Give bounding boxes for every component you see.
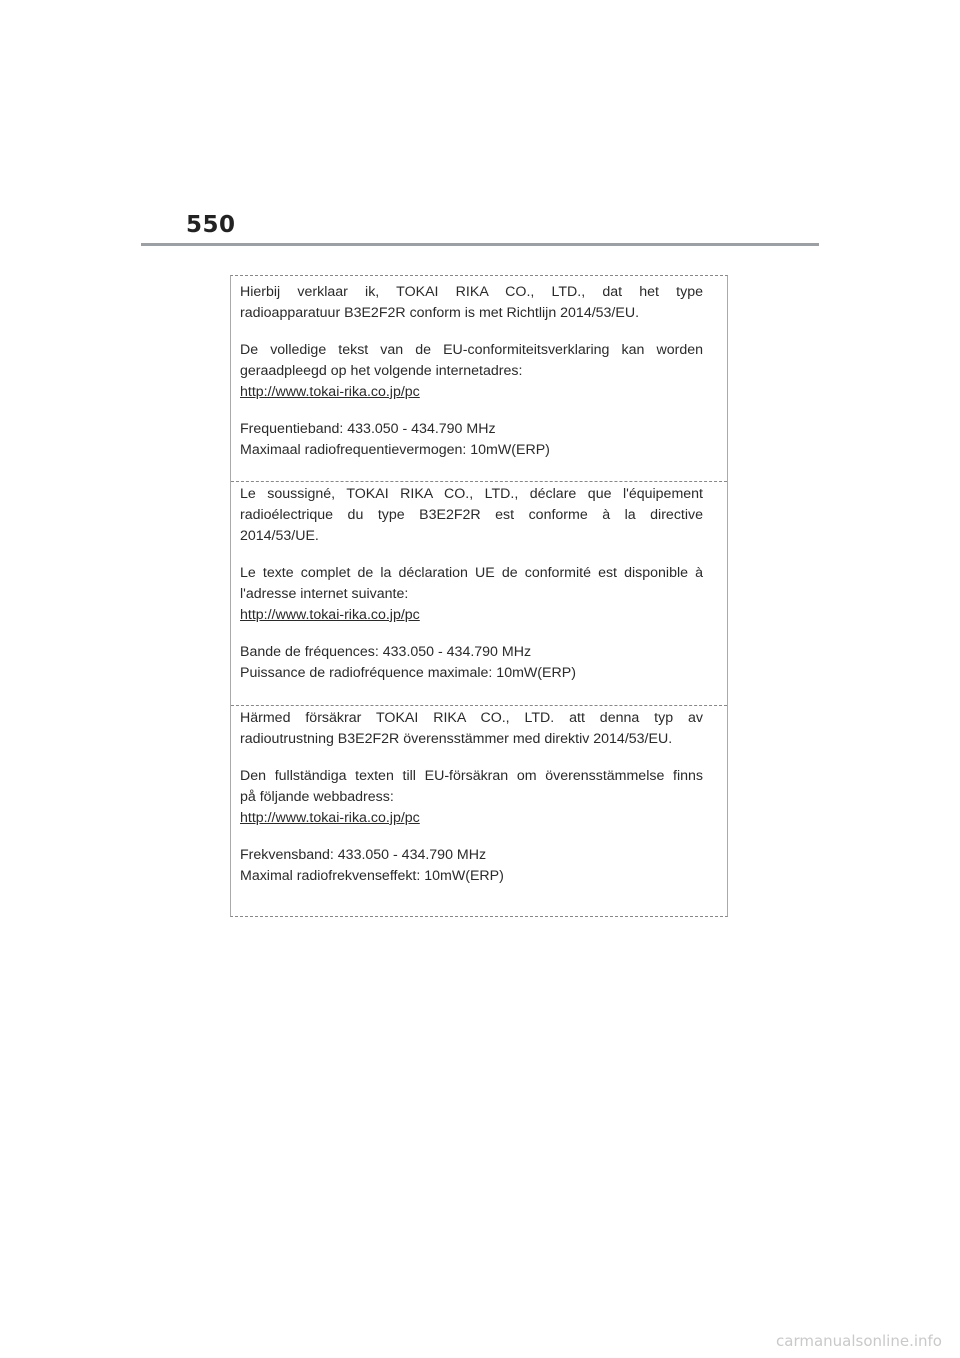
declaration-french [240, 484, 703, 684]
frequency-band: Bande de fréquences: 433.050 - 434.790 MHz [240, 644, 532, 660]
fulltext-line-1: Le texte complet de la déclaration UE de conformité est disponible à [240, 565, 703, 581]
statement-line-1: Härmed försäkrar TOKAI RIKA CO., LTD. att denna typ av [240, 710, 703, 726]
declaration-box [230, 275, 728, 917]
statement-line-1: Le soussigné, TOKAI RIKA CO., LTD., déclare que l'équipement [240, 486, 703, 502]
url-link[interactable]: http://www.tokai-rika.co.jp/pc [240, 810, 420, 826]
max-power: Puissance de radiofréquence maximale: 10mW(ERP) [240, 665, 576, 681]
statement-line-3: 2014/53/UE. [240, 528, 319, 544]
statement-line-2: radioutrustning B3E2F2R överensstämmer med direktiv 2014/53/EU. [240, 731, 673, 747]
declaration-swedish [240, 708, 703, 887]
fulltext-line-2: på följande webbadress: [240, 789, 394, 805]
url-link[interactable]: http://www.tokai-rika.co.jp/pc [240, 607, 420, 623]
frequency-band: Frequentieband: 433.050 - 434.790 MHz [240, 421, 496, 437]
max-power: Maximal radiofrekvenseffekt: 10mW(ERP) [240, 868, 504, 884]
url-link[interactable]: http://www.tokai-rika.co.jp/pc [240, 384, 420, 400]
header-divider [141, 243, 819, 246]
fulltext-line-1: De volledige tekst van de EU-conformiteitsverklaring kan worden [240, 342, 703, 358]
section-divider [231, 481, 727, 482]
statement-line-2: radioélectrique du type B3E2F2R est conforme à la directive [240, 507, 703, 523]
page-number: 550 [186, 212, 236, 238]
statement-line-2: radioapparatuur B3E2F2R conform is met Richtlijn 2014/53/EU. [240, 305, 640, 321]
frequency-band: Frekvensband: 433.050 - 434.790 MHz [240, 847, 487, 863]
site-watermark: carmanualsonline.info [776, 1332, 942, 1350]
fulltext-line-2: geraadpleegd op het volgende internetadres: [240, 363, 523, 379]
fulltext-line-2: l'adresse internet suivante: [240, 586, 409, 602]
section-divider [231, 705, 727, 706]
max-power: Maximaal radiofrequentievermogen: 10mW(ERP) [240, 442, 550, 458]
statement-line-1: Hierbij verklaar ik, TOKAI RIKA CO., LTD., dat het type [240, 284, 703, 300]
declaration-dutch [240, 282, 703, 461]
fulltext-line-1: Den fullständiga texten till EU-försäkran om överensstämmelse finns [240, 768, 703, 784]
